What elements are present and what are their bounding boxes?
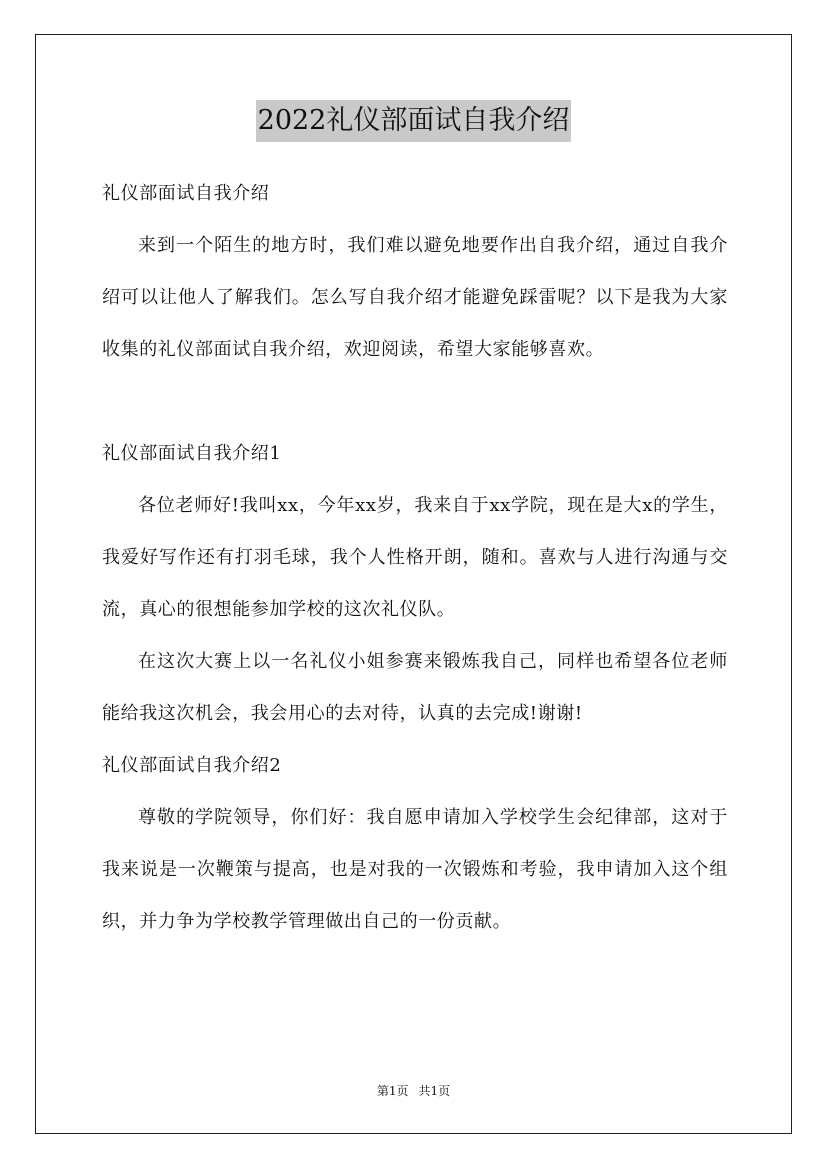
title-container [0, 100, 827, 142]
section-1-heading: 礼仪部面试自我介绍1 [102, 443, 282, 464]
intro-paragraph: 来到一个陌生的地方时，我们难以避免地要作出自我介绍，通过自我介绍可以让他人了解我们。怎么写自我介绍才能避免踩雷呢？以下是我为大家收集的礼仪部面试自我介绍，欢迎阅读，希望大家能够喜欢。 [102, 235, 728, 360]
section-2-heading: 礼仪部面试自我介绍2 [102, 755, 282, 776]
section-2-paragraph: 尊敬的学院领导，你们好：我自愿申请加入学校学生会纪律部，这对于我来说是一次鞭策与提高，也是对我的一次锻炼和考验，我申请加入这个组织，并力争为学校教学管理做出自己的一份贡献。 [102, 807, 728, 932]
section-1-paragraph: 在这次大赛上以一名礼仪小姐参赛来锻炼我自己，同样也希望各位老师能给我这次机会，我会用心的去对待，认真的去完成!谢谢! [102, 651, 728, 724]
section-1-paragraph: 各位老师好!我叫xx，今年xx岁，我来自于xx学院，现在是大x的学生，我爱好写作还有打羽毛球，我个人性格开朗，随和。喜欢与人进行沟通与交流，真心的很想能参加学校的这次礼仪队。 [102, 495, 728, 620]
paragraph-gap [102, 376, 728, 428]
document-body [102, 168, 728, 948]
page-total: 共1页 [418, 1084, 451, 1098]
document-title: 2022礼仪部面试自我介绍 [256, 100, 572, 142]
page-footer [0, 1081, 827, 1101]
intro-heading: 礼仪部面试自我介绍 [102, 183, 270, 204]
page-number: 第1页 [376, 1084, 409, 1098]
